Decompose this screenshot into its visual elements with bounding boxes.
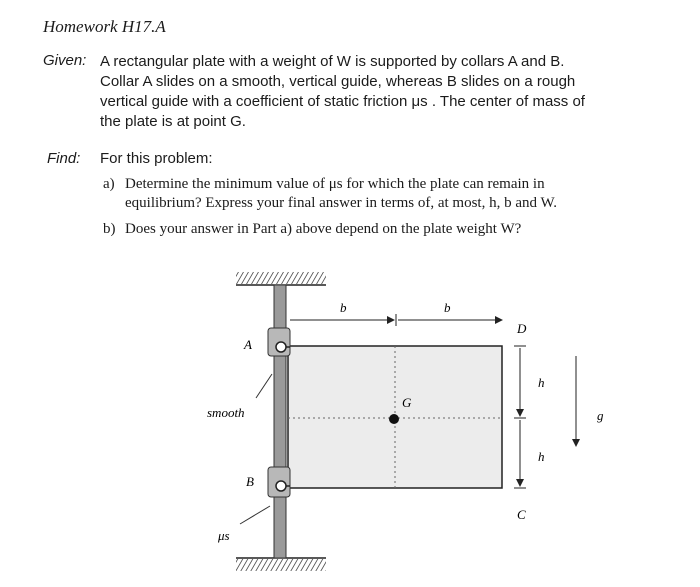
smooth-leader bbox=[256, 374, 272, 398]
center-of-mass-g bbox=[389, 414, 399, 424]
label-a: A bbox=[244, 337, 252, 352]
vertical-guide bbox=[274, 285, 286, 558]
given-label: Given: bbox=[43, 52, 87, 69]
label-b: B bbox=[246, 474, 254, 489]
find-intro: For this problem: bbox=[100, 150, 213, 167]
part-tag: a) bbox=[103, 176, 115, 192]
given-line: vertical guide with a coefficient of static friction μs . The center of mass of bbox=[100, 93, 585, 110]
given-line: Collar A slides on a smooth, vertical guide, whereas B slides on a rough bbox=[100, 73, 576, 90]
label-g-point: G bbox=[402, 395, 412, 410]
label-h2: h bbox=[538, 449, 545, 464]
label-c: C bbox=[517, 507, 526, 522]
find-label: Find: bbox=[47, 150, 81, 167]
given-line: the plate is at point G. bbox=[100, 113, 246, 130]
pin-a bbox=[276, 342, 286, 352]
label-g: g bbox=[597, 408, 604, 423]
mu-leader bbox=[240, 506, 270, 524]
label-b1: b bbox=[340, 300, 347, 315]
label-b2: b bbox=[444, 300, 451, 315]
part-line: Does your answer in Part a) above depend on the plate weight W? bbox=[125, 221, 522, 237]
page-title: Homework H17.A bbox=[43, 17, 166, 36]
part-line: Determine the minimum value of μs for which the plate can remain in bbox=[125, 176, 545, 192]
pin-b bbox=[276, 481, 286, 491]
label-h1: h bbox=[538, 375, 545, 390]
part-line: equilibrium? Express your final answer in terms of, at most, h, b and W. bbox=[125, 195, 558, 211]
label-smooth: smooth bbox=[207, 405, 245, 420]
label-mu: μs bbox=[218, 528, 230, 543]
top-support-hatch bbox=[236, 272, 326, 284]
bottom-support-hatch bbox=[236, 559, 326, 571]
given-line: A rectangular plate with a weight of W is supported by collars A and B. bbox=[100, 53, 565, 70]
part-tag: b) bbox=[103, 221, 116, 237]
label-d: D bbox=[517, 321, 527, 336]
